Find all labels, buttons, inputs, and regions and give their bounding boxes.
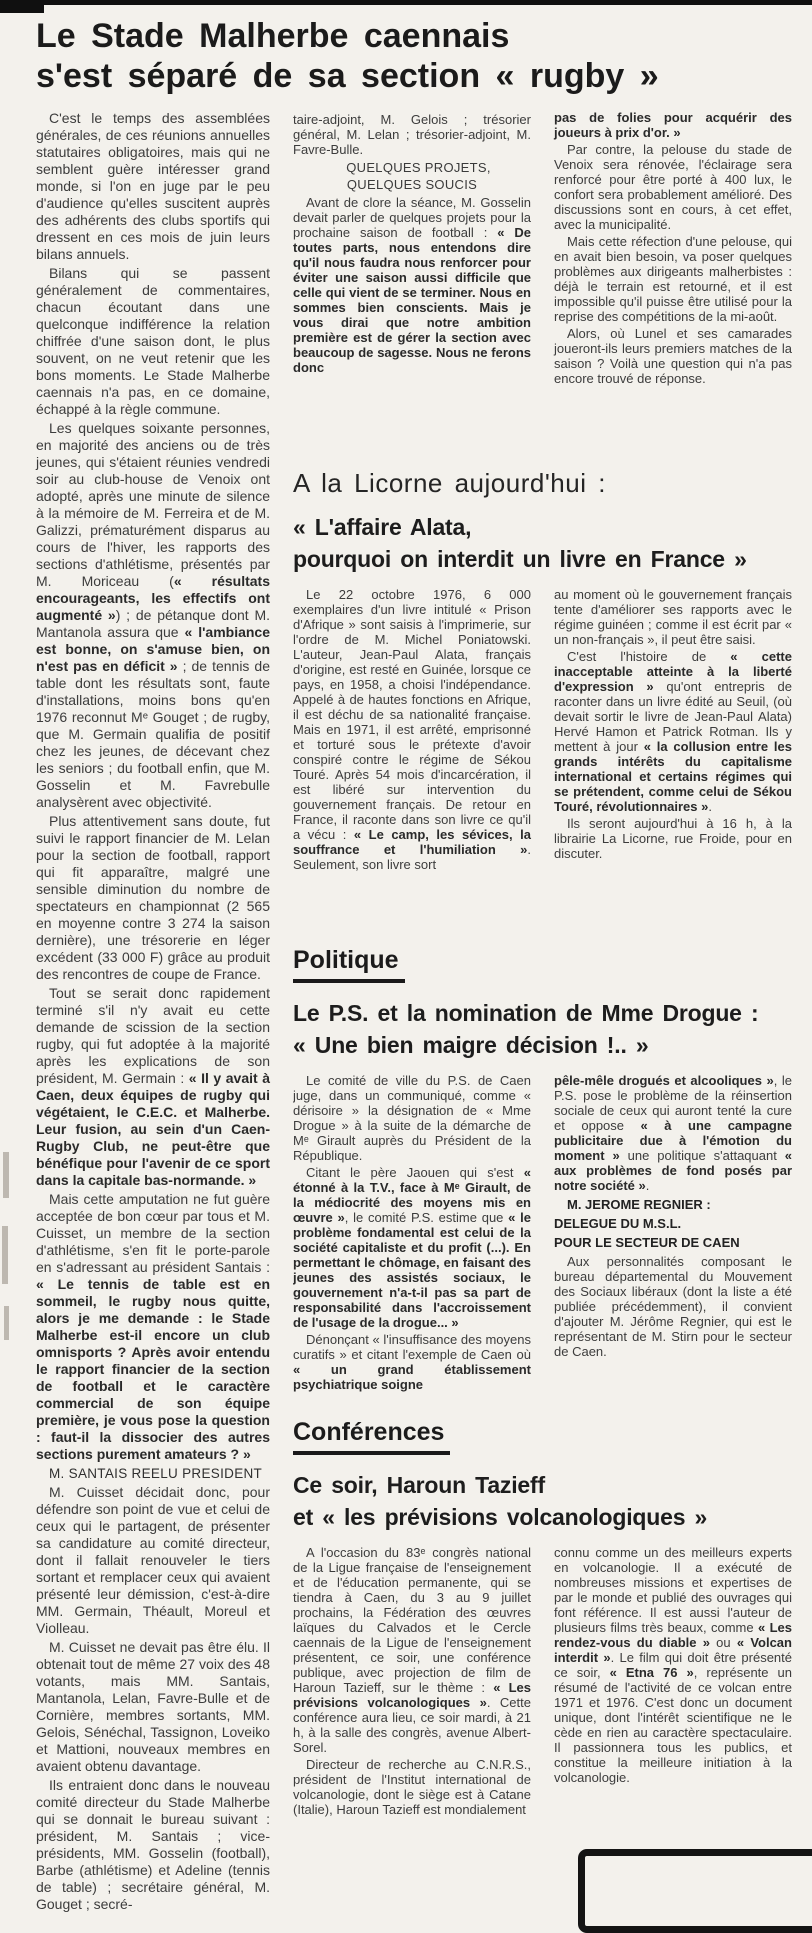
licorne-column-right [554, 587, 792, 959]
scan-artifact [3, 1152, 9, 1198]
article-paragraph: Le comité de ville du P.S. de Caen juge, dans un communiqué, comme « dérisoire » la désignation de « Mme Drogue » à la suite de la démarche de Mᵉ Girault auprès du Président de la République. [293, 1073, 531, 1163]
article-paragraph: Ils entraient donc dans le nouveau comité directeur du Stade Malherbe qui se donnait le bureau suivant : président, M. Santais ; vice-présidents, MM. Gosselin (football), Barbe (athlétisme) et Adeline (tennis de table) ; secrétaire général, M. Gouget ; secré- [36, 1777, 270, 1912]
scan-artifact [2, 1226, 8, 1284]
article-paragraph: Directeur de recherche au C.N.R.S., président de l'Institut international de volcanologie, dont le siège est à Catane (Italie), Haroun Tazieff est mondialement [293, 1757, 531, 1817]
article-paragraph: Aux personnalités composant le bureau départemental du Mouvement des Sociaux libéraux (dont la liste a été publiée précédemment), il convient d'ajouter M. Jérôme Regnier, qui est le représentant de M. Stirn pour le secteur de Caen. [554, 1254, 792, 1359]
licorne-kicker: A la Licorne aujourd'hui : [293, 468, 606, 498]
conferences-column-left [293, 1545, 531, 1857]
conferences-section-label: Conférences [293, 1418, 450, 1455]
bottom-right-box-frame [578, 1849, 812, 1933]
licorne-headline [293, 511, 792, 575]
main-article-column-2 [293, 112, 531, 377]
article-paragraph: Les quelques soixante personnes, en majorité des anciens ou de très jeunes, qui s'étaient réunies vendredi soir au club-house de Venoix ont adopté, après une minute de silence à la mémoire de M. Ferreira et de M. Galizzi, prématurément disparus au cours de l'hiver, les rapports des sections d'athlétisme, présentés par M. Moriceau (« résultats encourageants, les effectifs ont augmenté ») ; de pétanque dont M. Mantanola assura que « l'ambiance est bonne, on s'amuse bien, on n'est pas en déficit » ; de tennis de table dont les résultats sont, faute d'installations, moins bons qu'en 1976 reconnut Mᵉ Gouget ; de rugby, que M. Germain qualifia de positif chez les jeunes, de décevant chez les seniors ; du football enfin, que M. Gosselin et M. Favrebulle analysèrent avec objectivité. [36, 420, 271, 810]
article-paragraph: pas de folies pour acquérir des joueurs à prix d'or. » [554, 110, 792, 140]
licorne-article [293, 468, 792, 959]
headline-line-2: s'est séparé de sa section « rugby » [36, 57, 659, 95]
article-paragraph: pêle-mêle drogués et alcooliques », le P.S. pose le problème de la réinsertion sociale de ceux qui auront tenté la cure et oppose « à une campagne publicitaire due à l'émotion du moment » une politique s'attaquant « aux problèmes de fond posés par notre société ». [554, 1073, 792, 1193]
conferences-column-right [554, 1545, 792, 1857]
conferences-article [293, 1418, 792, 1857]
licorne-column-left [293, 587, 531, 959]
headline-line-1: Le P.S. et la nomination de Mme Drogue : [293, 1000, 759, 1026]
article-paragraph: taire-adjoint, M. Gelois ; trésorier général, M. Lelan ; trésorier-adjoint, M. Favre-Bulle. [293, 112, 531, 157]
article-paragraph: Bilans qui se passent généralement de commentaires, chacun écoutant dans une quelconque indifférence la relation chiffrée d'une saison dont, le plus souvent, on ne veut retenir que les bons moments. Le Stade Malherbe caennais n'a pas, en ce domaine, échappé à la règle commune. [36, 265, 270, 417]
article-paragraph: Par contre, la pelouse du stade de Venoix sera rénovée, l'éclairage sera renforcé pour être porté à 400 lux, le confort sera probablement amélioré. Des discussions sont en cours, à cet effet, avec la municipalité. [554, 142, 792, 232]
article-paragraph: Plus attentivement sans doute, fut suivi le rapport financier de M. Lelan pour la section de football, rapport qui fit apparaître, malgré une sensible diminution du nombre de spectateurs en championnat (2 565 en moyenne contre 3 274 la saison dernière), une trésorerie en léger excédent (33 000 F) grâce au produit des rencontres de coupe de France. [36, 813, 270, 982]
politique-column-left [293, 1073, 531, 1408]
headline-line-1: Le Stade Malherbe caennais [36, 17, 510, 55]
article-paragraph: Mais cette amputation ne fut guère acceptée de bon cœur par tous et M. Cuisset, un membre de la section d'athlétisme, s'en fit le porte-parole en s'adressant au président Santais : « Le tennis de table est en sommeil, le rugby nous quitte, alors je me demande : le Stade Malherbe est-il encore un club omnisports ? Après avoir entendu le rapport financier de la section de football et le caractère commercial de son équipe première, je vous pose la question : faut-il la dissocier des autres sections purement amateurs ? » [36, 1191, 270, 1462]
subheading-jerome-regnier [554, 1195, 792, 1252]
article-paragraph: A l'occasion du 83ᵉ congrès national de la Ligue française de l'enseignement et de l'éducation permanente, qui se tiendra à Caen, du 3 au 9 juillet prochains, la Fédération des œuvres laïques du Calvados et le Cercle caennais de la Ligue de l'enseignement présentent, ce soir, une conférence publique, avec projection de film de Haroun Tazieff, sur le thème : « Les prévisions volcanologiques ». Cette conférence aura lieu, ce soir mardi, à 21 h, à la salle des congrès, avenue Albert-Sorel. [293, 1545, 531, 1755]
headline-line-2: pourquoi on interdit un livre en France » [293, 546, 747, 572]
politique-body [293, 1073, 792, 1408]
politique-column-right [554, 1073, 792, 1408]
article-paragraph: Dénonçant « l'insuffisance des moyens curatifs » et citant l'exemple de Caen où « un grand établissement psychiatrique soigne [293, 1332, 531, 1392]
subheading-santais-reelu: M. SANTAIS REELU PRESIDENT [49, 1466, 263, 1481]
subheading-line: POUR LE SECTEUR DE CAEN [554, 1235, 740, 1250]
subheading-quelques-projets [293, 159, 531, 193]
article-paragraph: Le 22 octobre 1976, 6 000 exemplaires d'un livre intitulé « Prison d'Afrique » sont saisis à l'imprimerie, sur l'ordre de M. Michel Poniatowski. L'auteur, Jean-Paul Alata, français d'origine, est resté en Guinée, lorsque ce pays, en 1958, a choisi l'indépendance. Appelé à de hautes fonctions en Afrique, il est déchu de sa nationalité française. Mais en 1971, il est arrêté, emprisonné et torturé sous le prétexte d'avoir conspiré contre le régime de Sékou Touré. Après 54 mois d'incarcération, il est libéré sur intervention du gouvernement français. De retour en France, il raconte dans son livre ce qu'il a vécu : « Le camp, les sévices, la souffrance et l'humiliation ». Seulement, son livre sort [293, 587, 531, 872]
scan-edge-top [0, 0, 812, 5]
subheading-line: M. JEROME REGNIER : [567, 1197, 711, 1212]
article-paragraph: au moment où le gouvernement français tente d'améliorer ses rapports avec le régime guinéen ; comme il est écrit par « un non-français », il peut être saisi. [554, 587, 792, 647]
main-article-column-3 [554, 110, 792, 388]
scan-edge-top-left [0, 0, 44, 13]
licorne-body [293, 587, 792, 959]
article-paragraph: Avant de clore la séance, M. Gosselin devait parler de quelques projets pour la prochaine saison de football : « De toutes parts, nous entendons dire qu'il nous faudra nous renforcer pour éviter une saison aussi difficile que celle qui vient de se terminer. Nous en sommes bien conscients. Mais je vous dirai que notre ambition première est de gérer la section avec beaucoup de sagesse. Nous ne ferons donc [293, 195, 531, 375]
headline-line-1: « L'affaire Alata, [293, 514, 472, 540]
article-paragraph: Mais cette réfection d'une pelouse, qui en avait bien besoin, va poser quelques problèmes aux dirigeants malherbistes : déjà le terrain est retourné, et il est impossible qu'il puisse être utilisé pour la reprise des compétitions de la mi-août. [554, 234, 792, 324]
article-paragraph: C'est le temps des assemblées générales, de ces réunions annuelles statutaires obligatoires, mais qui ne semblent guère intéresser grand monde, si l'on en juge par le peu d'audience qu'elles suscitent auprès des adhérents des clubs sportifs qui dressent en ces mois de juin leurs bilans annuels. [36, 110, 270, 262]
headline-line-1: Ce soir, Haroun Tazieff [293, 1472, 545, 1498]
article-paragraph: connu comme un des meilleurs experts en volcanologie. Il a exécuté de nombreuses missions et expertises de par le monde et publié des ouvrages qui font référence. Il est aussi l'auteur de plusieurs films très beaux, comme « Les rendez-vous du diable » ou « Volcan interdit ». Le film qui doit être présenté ce soir, « Etna 76 », représente un résumé de l'activité de ce volcan entre 1971 et 1976. C'est donc un document unique, dont l'intérêt scientifique ne le cède en rien au caractère spectaculaire. Il passionnera tous les publics, et constitue la meilleure initiation à la volcanologie. [554, 1545, 792, 1785]
main-article-headline [36, 16, 788, 96]
article-paragraph: Ils seront aujourd'hui à 16 h, à la librairie La Licorne, rue Froide, pour en discuter. [554, 816, 792, 861]
article-paragraph: M. Cuisset décidait donc, pour défendre son point de vue et celui de ceux qui le partagent, de présenter sa candidature au comité directeur, dont il fallait renouveler le tiers sortant et remplacer ceux qui avaient présenté leur démission, c'est-à-dire MM. Germain, Théault, Moreul et Violleau. [36, 1484, 270, 1636]
headline-line-2: et « les prévisions volcanologiques » [293, 1504, 708, 1530]
article-paragraph: Tout se serait donc rapidement terminé s'il n'y avait eu cette demande de scission de la section rugby, qui fut adoptée à la majorité après les explications de son président, M. Germain : « Il y avait à Caen, deux équipes de rugby qui végétaient, le C.E.C. et Malherbe. Leur fusion, au sein d'un Caen-Rugby Club, ne peut-être que bénéfique pour l'avenir de ce sport dans la capitale bas-normande. » [36, 985, 270, 1188]
article-paragraph: M. Cuisset ne devait pas être élu. Il obtenait tout de même 27 voix des 48 votants, mais MM. Santais, Mantanola, Lelan, Favre-Bulle et de Cornière, membres sortants, MM. Gelois, Sénéchal, Tassignon, Loveiko et Mattioni, nouveaux membres en avaient obtenu davantage. [36, 1639, 270, 1774]
article-paragraph: Alors, où Lunel et ses camarades joueront-ils leurs premiers matches de la saison ? Voilà une question qui n'a pas encore trouvé de réponse. [554, 326, 792, 386]
subheading-line: QUELQUES SOUCIS [346, 177, 478, 192]
conferences-headline [293, 1469, 792, 1533]
politique-headline [293, 997, 792, 1061]
headline-line-2: « Une bien maigre décision !.. » [293, 1032, 649, 1058]
scan-artifact [4, 1306, 9, 1340]
article-paragraph: Citant le père Jaouen qui s'est « étonné à la T.V., face à Mᵉ Girault, de la médiocrité des moyens mis en œuvre », le comité P.S. estime que « le problème fondamental est celui de la société capitaliste et du profit (...). En permettant le chômage, en faisant des jeunes des assistés sociaux, le gouvernement n'a-t-il pas sa part de responsabilité dans l'accroissement de l'usage de la drogue... » [293, 1165, 531, 1330]
politique-section-label: Politique [293, 946, 405, 983]
subheading-line: QUELQUES PROJETS, [346, 160, 491, 175]
conferences-body [293, 1545, 792, 1857]
main-article-column-1 [36, 110, 270, 1915]
article-paragraph: C'est l'histoire de « cette inacceptable atteinte à la liberté d'expression » qu'ont entrepris de raconter dans un livre édité au Seuil, (où devait sortir le livre de Jean-Paul Alata) Hervé Hamon et Patrick Rotman. Ils y mettent à jour « la collusion entre les grands intérêts du capitalisme international et certains régimes qui se prétendent, comme celui de Sékou Touré, révolutionnaires ». [554, 649, 792, 814]
politique-article [293, 946, 792, 1408]
subheading-line: DELEGUE DU M.S.L. [554, 1216, 682, 1231]
